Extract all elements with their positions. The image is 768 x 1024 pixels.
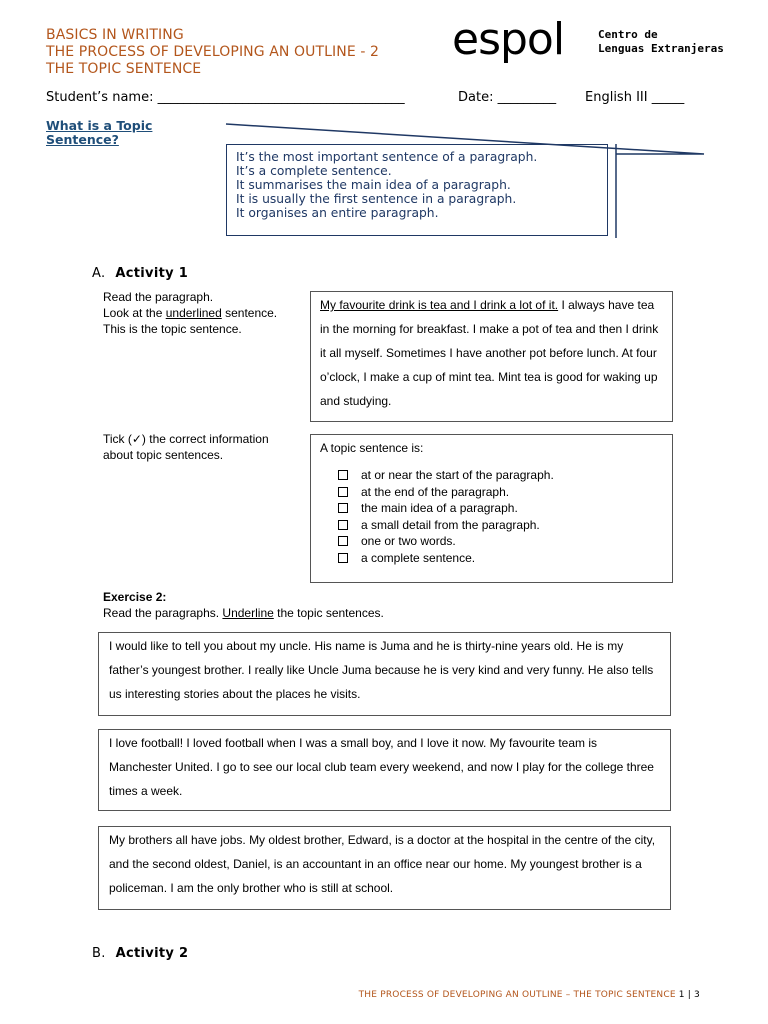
option-label: one or two words. (361, 534, 456, 548)
exercise2-title: Exercise 2: (103, 590, 167, 604)
activity2-letter: B. (92, 946, 106, 961)
tea-paragraph-box (310, 291, 673, 422)
tick-instr-line2: about topic sentences. (103, 448, 224, 462)
activity1-instructions (103, 289, 277, 337)
activity1-title: Activity 1 (115, 266, 189, 281)
checklist-option[interactable] (338, 467, 663, 484)
logo-subtitle-line2: Lenguas Extranjeras (598, 42, 724, 55)
exercise2-instructions (103, 606, 384, 620)
activity1-letter: A. (92, 266, 106, 281)
espol-logo: espol (452, 14, 565, 65)
definition-box (226, 144, 608, 236)
checkbox[interactable] (338, 503, 348, 513)
checkbox[interactable] (338, 470, 348, 480)
activity2-heading (92, 946, 188, 961)
logo-subtitle-line1: Centro de (598, 28, 658, 41)
checklist-option[interactable] (338, 550, 663, 567)
checklist-option[interactable] (338, 517, 663, 534)
definition-item: It is usually the first sentence in a paragraph. (236, 192, 517, 206)
option-label: at or near the start of the paragraph. (361, 468, 554, 482)
doc-title-line2: THE PROCESS OF DEVELOPING AN OUTLINE - 2 (46, 44, 380, 60)
tea-paragraph-rest: I always have tea in the morning for breakfast. I make a pot of tea and then I drink it all myself. Sometimes I have another pot before lunch. At four o’clock, I make a cup of mint tea. Mint tea is good for waking up and studying. (320, 298, 659, 408)
checkbox[interactable] (338, 487, 348, 497)
topic-question-line1: What is a Topic (46, 118, 153, 133)
instr-look-underlined: underlined (165, 306, 222, 320)
definition-item: It’s a complete sentence. (236, 164, 392, 178)
topic-sentence-checklist (310, 434, 673, 583)
option-label: a complete sentence. (361, 550, 476, 565)
definition-item: It summarises the main idea of a paragraph. (236, 178, 511, 192)
checkbox[interactable] (338, 553, 348, 563)
course-field[interactable]: English III _____ (585, 90, 685, 105)
definition-item: It’s the most important sentence of a paragraph. (236, 150, 538, 164)
instr-read: Read the paragraph. (103, 290, 214, 304)
option-label: the main idea of a paragraph. (361, 501, 518, 515)
page-footer (359, 990, 700, 1000)
instr-look-pre: Look at the (103, 306, 166, 320)
ex2-instr-post: the topic sentences. (273, 606, 384, 620)
checklist-title: A topic sentence is: (320, 441, 424, 455)
option-label: at the end of the paragraph. (361, 484, 510, 499)
page-number: 1 | 3 (678, 990, 700, 1000)
tick-instr-line1: Tick (✓) the correct information (103, 432, 269, 446)
student-name-field[interactable]: Student’s name: ______________________________________ (46, 90, 405, 105)
activity1-heading (92, 266, 188, 281)
checkbox[interactable] (338, 536, 348, 546)
instr-look-post: sentence. (221, 306, 278, 320)
doc-title-line3: THE TOPIC SENTENCE (46, 61, 202, 77)
date-field[interactable]: Date: _________ (458, 90, 557, 105)
definition-item: It organises an entire paragraph. (236, 206, 439, 220)
checklist-option[interactable] (338, 484, 663, 501)
activity2-title: Activity 2 (115, 946, 189, 961)
uncle-paragraph[interactable]: I would like to tell you about my uncle. His name is Juma and he is thirty-nine years old. He is my father’s youngest brother. I really like Uncle Juma because he is very kind and very funny. He also tells us interesting stories about the places he visits. (98, 632, 671, 716)
brothers-paragraph[interactable]: My brothers all have jobs. My oldest brother, Edward, is a doctor at the hospital in the centre of the city, and the second oldest, Daniel, is an accountant in an office near our home. My youngest brother is a policeman. I am the only brother who is still at school. (98, 826, 671, 910)
ex2-instr-underline: Underline (222, 606, 274, 620)
football-paragraph[interactable]: I love football! I loved football when I was a small boy, and I love it now. My favourite team is Manchester United. I go to see our local club team every weekend, and now I play for the college three times a week. (98, 729, 671, 811)
checklist-option[interactable] (338, 500, 663, 517)
tea-topic-sentence: My favourite drink is tea and I drink a lot of it. (320, 298, 559, 312)
instr-look (103, 305, 277, 321)
footer-text: THE PROCESS OF DEVELOPING AN OUTLINE – THE TOPIC SENTENCE (358, 990, 676, 1000)
ex2-instr-pre: Read the paragraphs. (103, 606, 223, 620)
doc-title-line1: BASICS IN WRITING (46, 27, 184, 43)
instr-topic: This is the topic sentence. (103, 322, 242, 336)
option-label: a small detail from the paragraph. (361, 517, 540, 532)
tick-instructions (103, 431, 269, 463)
checkbox[interactable] (338, 520, 348, 530)
topic-question-line2: Sentence? (46, 132, 119, 147)
checklist-option[interactable] (338, 533, 663, 550)
